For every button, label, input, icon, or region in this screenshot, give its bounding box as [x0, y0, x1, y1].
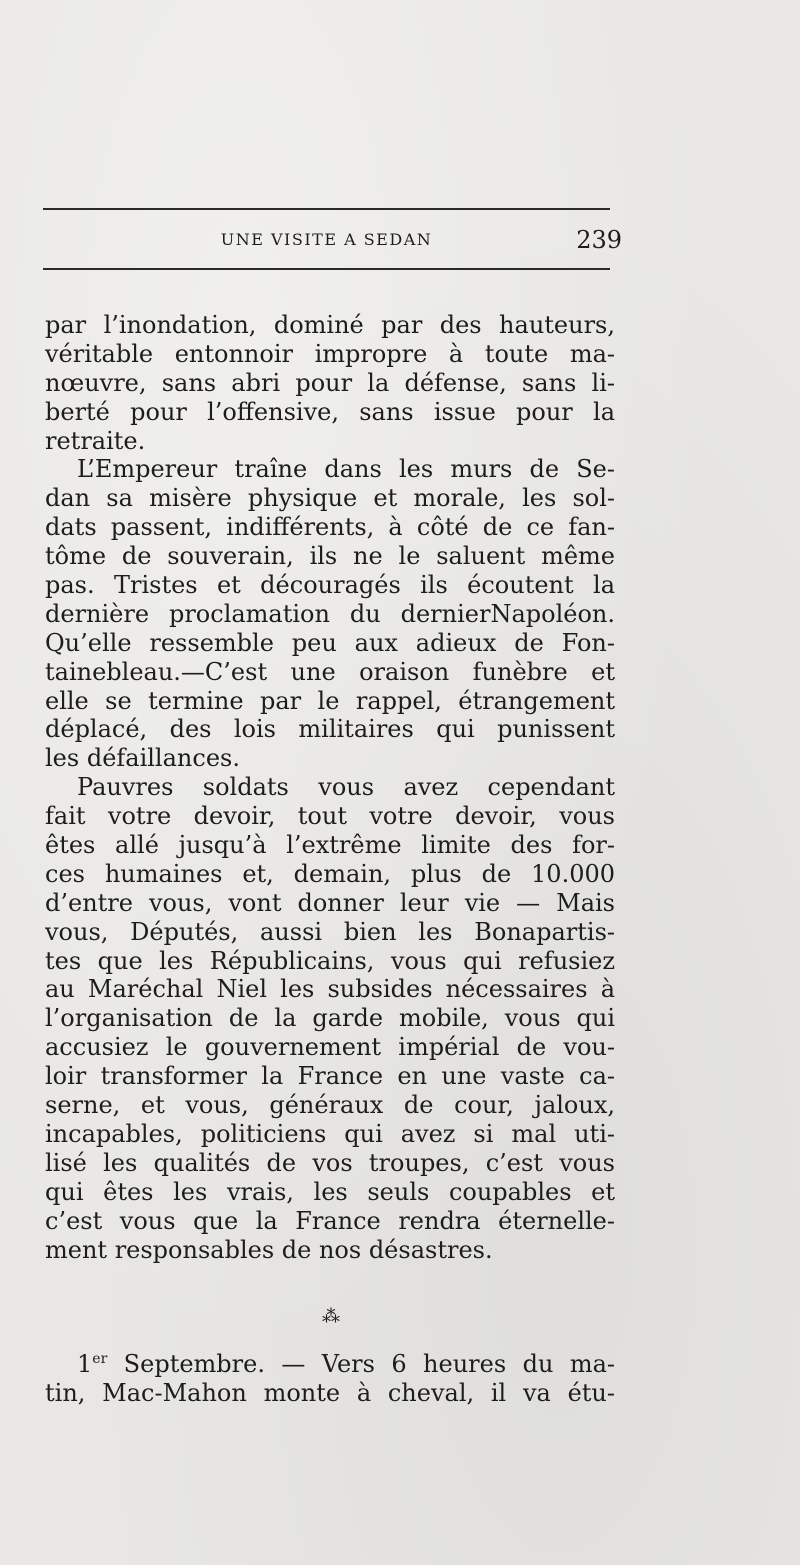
text-line: dats passent, indifférents, à côté de ce fan- — [45, 513, 615, 542]
asterism-separator: ⁂ — [322, 1306, 340, 1327]
paragraph-continuation — [45, 311, 615, 455]
text-line: l’organisation de la garde mobile, vous qui — [45, 1004, 615, 1033]
date-ordinal: er — [92, 1351, 108, 1367]
page-number: 239 — [576, 226, 622, 254]
text-line: par l’inondation, dominé par des hauteurs, — [45, 311, 615, 339]
text-line: au Maréchal Niel les subsides nécessaires à — [45, 975, 615, 1004]
text-line: retraite. — [45, 426, 146, 455]
main-text — [45, 311, 615, 1264]
text-line: d’entre vous, vont donner leur vie — Mais — [45, 888, 615, 917]
text-line: ces humaines et, demain, plus de 10.000 — [45, 859, 615, 888]
text-line: les défaillances. — [45, 744, 240, 773]
text-line — [45, 1350, 615, 1379]
date-day: 1 — [77, 1350, 93, 1378]
running-title: UNE VISITE A SEDAN — [220, 230, 433, 249]
text-line: qui êtes les vrais, les seuls coupables et — [45, 1177, 615, 1206]
running-head — [43, 226, 622, 256]
september-paragraph — [45, 1350, 615, 1408]
text-line: vous, Députés, aussi bien les Bonapartis- — [45, 917, 615, 946]
paragraph-soldiers — [45, 773, 615, 1264]
text-line: fait votre devoir, tout votre devoir, vous — [45, 802, 615, 831]
text-line: berté pour l’offensive, sans issue pour la — [45, 397, 615, 426]
header-rule-bottom — [43, 268, 610, 270]
text-line: loir transformer la France en une vaste ca- — [45, 1062, 615, 1091]
text-line: Qu’elle ressemble peu aux adieux de Fon- — [45, 628, 615, 657]
text-line: elle se termine par le rappel, étrangement — [45, 686, 615, 715]
paragraph-emperor — [45, 455, 615, 773]
text-line: nœuvre, sans abri pour la défense, sans li- — [45, 368, 615, 397]
text-line: pas. Tristes et découragés ils écoutent la — [45, 571, 615, 600]
text-line: accusiez le gouvernement impérial de vou- — [45, 1033, 615, 1062]
text-line: êtes allé jusqu’à l’extrême limite des for- — [45, 831, 615, 860]
text-line: L’Empereur traîne dans les murs de Se- — [77, 455, 615, 484]
text-line: dernière proclamation du dernierNapoléon. — [45, 599, 615, 628]
text-line: lisé les qualités de vos troupes, c’est vous — [45, 1148, 615, 1177]
text-line: ment responsables de nos désastres. — [45, 1235, 493, 1264]
text-line: véritable entonnoir impropre à toute ma- — [45, 339, 615, 368]
text-line: tainebleau.—C’est une oraison funèbre et — [45, 657, 615, 686]
text-line: serne, et vous, généraux de cour, jaloux, — [45, 1091, 615, 1120]
text-line: déplacé, des lois militaires qui punissent — [45, 715, 615, 744]
header-rule-top — [43, 208, 610, 210]
text-line: Pauvres soldats vous avez cependant — [77, 773, 615, 802]
text-line: c’est vous que la France rendra éternelle- — [45, 1206, 615, 1235]
first-line-rest: Septembre. — Vers 6 heures du ma- — [107, 1350, 615, 1378]
text-line: tôme de souverain, ils ne le saluent même — [45, 542, 615, 571]
text-line: tes que les Républicains, vous qui refusiez — [45, 946, 615, 975]
text-line: incapables, politiciens qui avez si mal uti- — [45, 1119, 615, 1148]
text-line: tin, Mac-Mahon monte à cheval, il va étu- — [45, 1378, 615, 1407]
text-line: dan sa misère physique et morale, les sol- — [45, 484, 615, 513]
